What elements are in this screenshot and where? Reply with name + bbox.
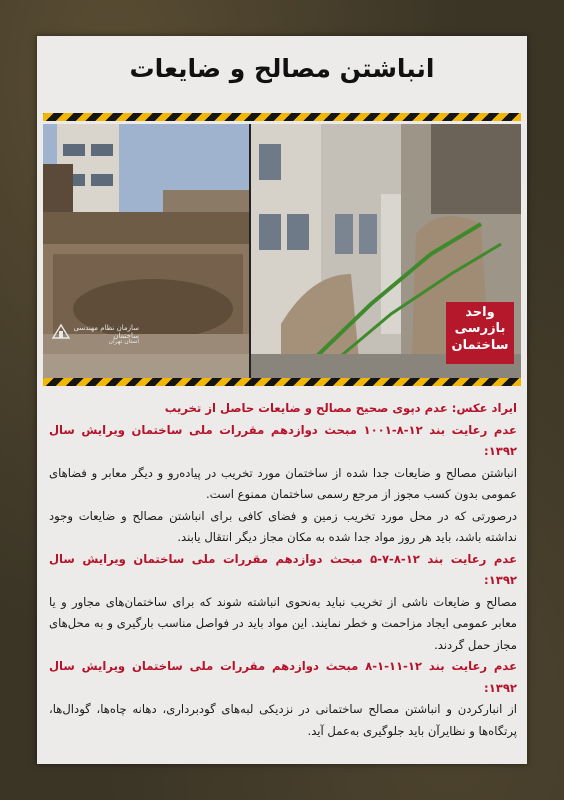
logo-text-line1: سازمان نظام مهندسی ساختمان bbox=[73, 324, 139, 340]
badge-line1: واحد bbox=[465, 305, 495, 320]
badge-line2: بازرسی bbox=[454, 321, 506, 337]
paragraph-3: مصالح و ضایعات ناشی از تخریب نباید به‌نحوی انباشته شوند که برای ساختمان‌های مجاور و یا معابر عمومی ایجاد مزاحمت و خطر نمایند. این مواد باید در فواصل مناسب بارگیری و به محل‌های مجاز حمل گردند. bbox=[49, 594, 517, 652]
hazard-stripe-bottom bbox=[43, 378, 521, 386]
rule-heading-3: عدم رعایت بند ۱۲-۱۱-۱-۸ مبحث دوازدهم مقررات ملی ساختمان ویرایش سال ۱۳۹۲: bbox=[49, 659, 517, 695]
hazard-stripe-top bbox=[43, 113, 521, 121]
violation-heading: ایراد عکس: عدم دپوی صحیح مصالح و ضایعات حاصل از تخریب bbox=[164, 401, 517, 415]
paragraph-4: از انبارکردن و انباشتن مصالح ساختمانی در نزدیکی لبه‌های گودبرداری، دهانه چاه‌ها، گودال‌ها، پرتگاه‌ها و نظایرآن باید جلوگیری به‌عمل آید. bbox=[49, 702, 517, 738]
poster-card bbox=[37, 36, 527, 764]
badge-line3: ساختمان bbox=[451, 337, 509, 353]
organization-logo bbox=[49, 322, 141, 356]
rule-heading-2: عدم رعایت بند ۱۲-۸-۷-۵ مبحث دوازدهم مقررات ملی ساختمان ویرایش سال ۱۳۹۲: bbox=[49, 551, 517, 587]
inspection-unit-badge bbox=[446, 302, 514, 364]
content-text bbox=[43, 398, 521, 758]
page-title: انباشتن مصالح و ضایعات bbox=[129, 54, 435, 83]
paragraph-2: درصورتی که در محل مورد تخریب زمین و فضای کافی برای انباشتن مصالح و ضایعات وجود نداشته باشد، باید هر روز مواد جدا شده به مکان مجاز دیگر انتقال یابند. bbox=[49, 508, 517, 544]
photo-panel bbox=[43, 124, 521, 381]
rule-heading-1: عدم رعایت بند ۱۲-۸-۱۰۰۱ مبحث دوازدهم مقررات ملی ساختمان ویرایش سال ۱۳۹۲: bbox=[49, 422, 517, 458]
logo-text-line2: استان تهران bbox=[108, 338, 139, 345]
paragraph-1: انباشتن مصالح و ضایعات جدا شده از ساختمان مورد تخریب در پیاده‌رو و دیگر معابر و فضاهای عمومی بدون کسب مجوز از مرجع رسمی ساختمان ممنوع است. bbox=[49, 465, 517, 501]
